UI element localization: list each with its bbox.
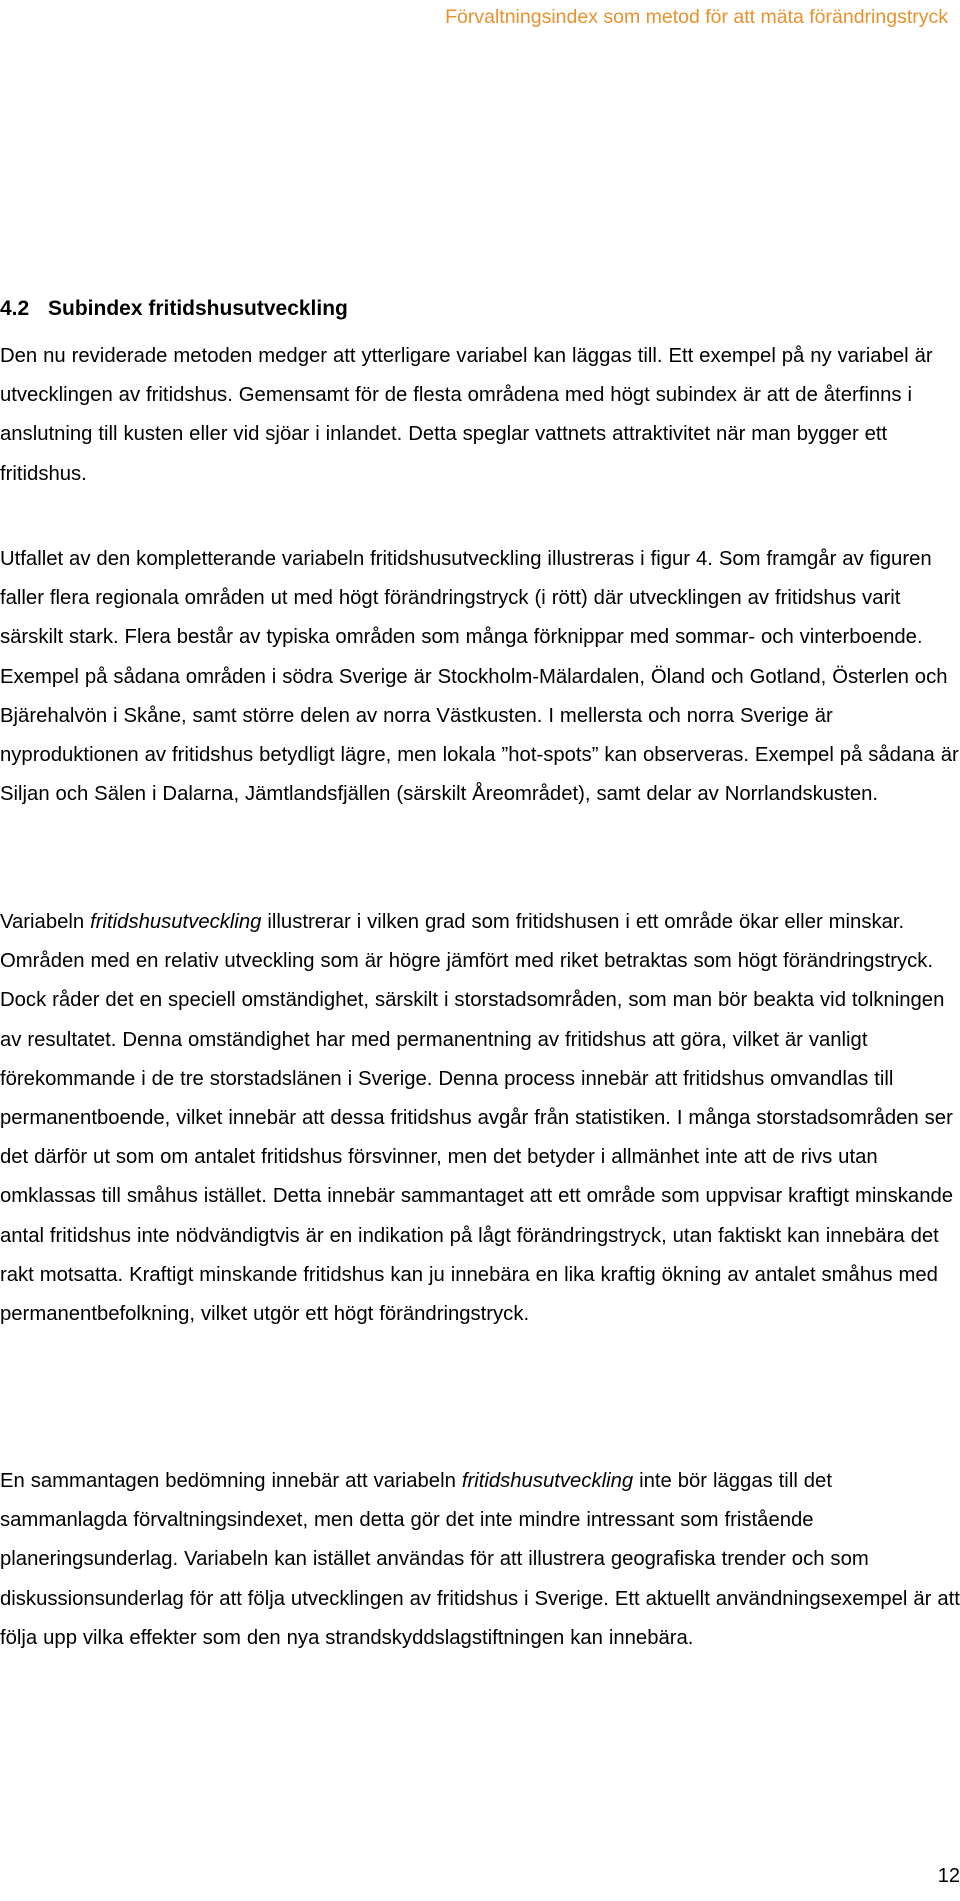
paragraph-variable-description [0,903,960,1334]
paragraph-assessment [0,1462,960,1658]
paragraph-text: Variabeln [0,911,91,933]
paragraph-intro: Den nu reviderade metoden medger att ytterligare variabel kan läggas till. Ett exempel på ny variabel är utvecklingen av fritidshus. Gemensamt för de flesta områdena med högt subindex är att de återfinns i anslutning till kusten eller vid sjöar i inlandet. Detta speglar vattnets attraktivitet när man bygger ett fritidshus. [0,345,933,485]
paragraph-outcome: Utfallet av den kompletterande variabeln fritidshusutveckling illustreras i figur 4. Som framgår av figuren faller flera regionala områden ut med högt förändringstryck (i rött) där utvecklingen av fritidshus varit särskilt stark. Flera består av typiska områden som många förknippar med sommar- och vinterboende. Exempel på sådana områden i södra Sverige är Stockholm-Mälardalen, Öland och Gotland, Österlen och Bjärehalvön i Skåne, samt större delen av norra Västkusten. I mellersta och norra Sverige är nyproduktionen av fritidshus betydligt lägre, men lokala ”hot-spots” kan observeras. Exempel på sådana är Siljan och Sälen i Dalarna, Jämtlandsfjällen (särskilt Åreområdet), samt delar av Norrlandskusten. [0,548,959,806]
section-title: Subindex fritidshusutveckling [48,297,348,320]
page-number: 12 [937,1865,960,1887]
paragraph-text: En sammantagen bedömning innebär att variabeln [0,1470,462,1492]
paragraph-text: inte bör läggas till det sammanlagda förvaltningsindexet, men detta gör det inte mindre intressant som fristående planeringsunderlag. Variabeln kan istället användas för att illustrera geografiska trender och som diskussionsunderlag för att följa utvecklingen av fritidshus i Sverige. Ett aktuellt användningsexempel är att följa upp vilka effekter som den nya strandskyddslagstiftningen kan innebära. [0,1470,960,1649]
section-heading [0,297,348,321]
variable-name-emphasis: fritidshusutveckling [90,911,262,933]
variable-name-emphasis: fritidshusutveckling [461,1470,634,1492]
section-number: 4.2 [0,297,30,320]
paragraph-text: illustrerar i vilken grad som fritidshusen i ett område ökar eller minskar. Områden med en relativ utveckling som är högre jämfört med riket betraktas som högt förändringstryck. Dock råder det en speciell omständighet, särskilt i storstadsområden, som man bör beakta vid tolkningen av resultatet. Denna omständighet har med permanentning av fritidshus att göra, vilket är vanligt förekommande i de tre storstadslänen i Sverige. Denna process innebär att fritidshus omvandlas till permanentboende, vilket innebär att dessa fritidshus avgår från statistiken. I många storstadsområden ser det därför ut som om antalet fritidshus försvinner, men det betyder i allmänhet inte att de rivs utan omklassas till småhus istället. Detta innebär sammantaget att ett område som uppvisar kraftigt minskande antal fritidshus inte nödvändigtvis är en indikation på lågt förändringstryck, utan faktiskt kan innebära det rakt motsatta. Kraftigt minskande fritidshus kan ju innebära en lika kraftig ökning av antalet småhus med permanentbefolkning, vilket utgör ett högt förändringstryck. [0,911,954,1326]
running-header-title: Förvaltningsindex som metod för att mäta förändringstryck [445,6,948,28]
